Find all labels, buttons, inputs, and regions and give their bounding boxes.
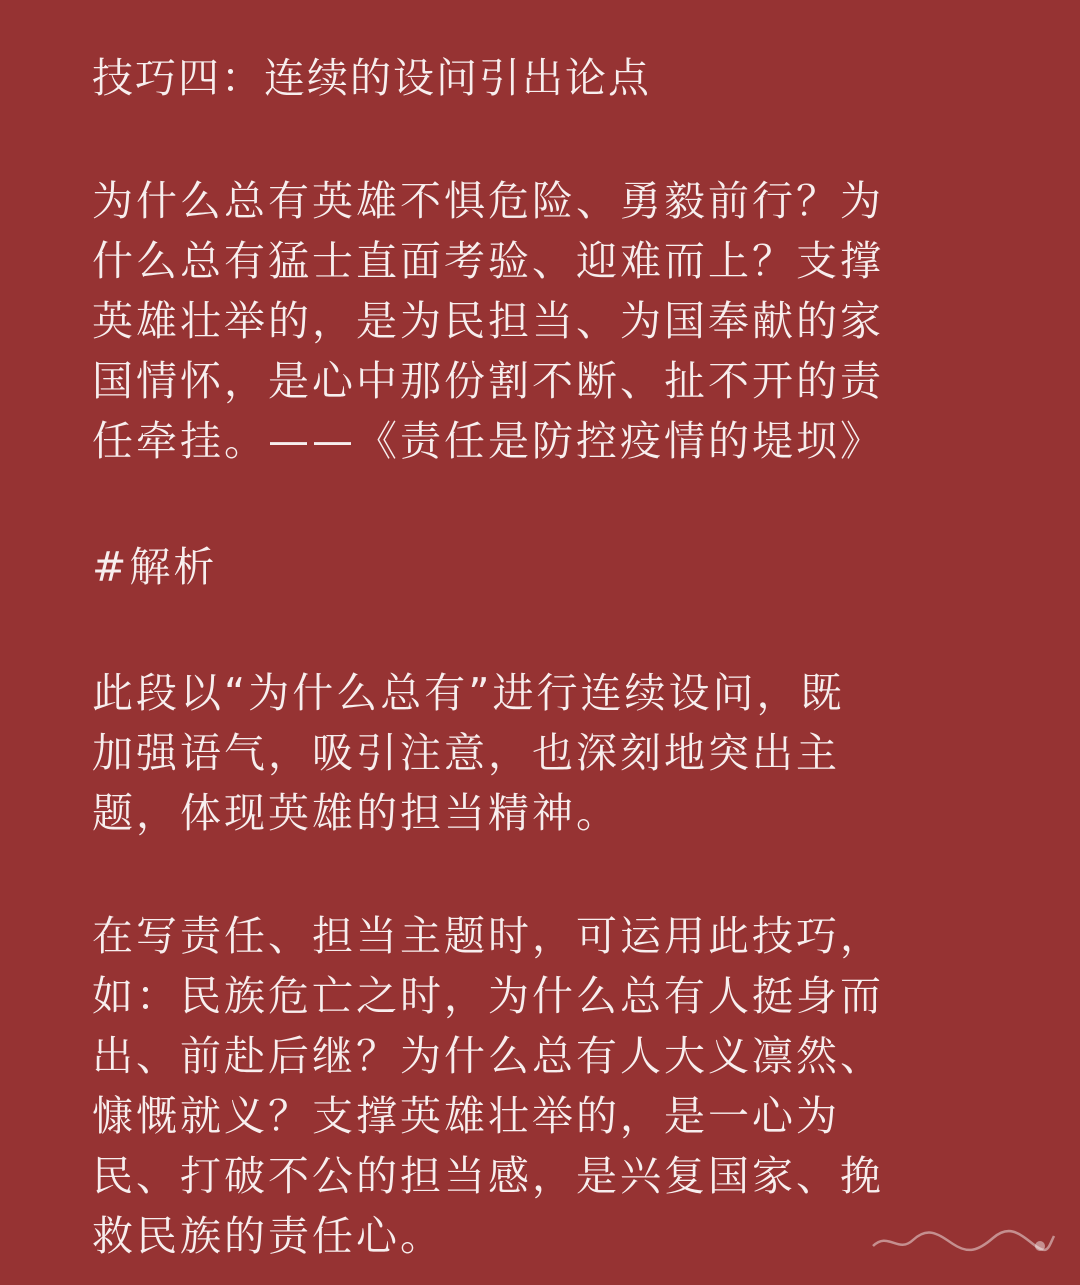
watermark-signature-icon: [868, 1226, 1058, 1256]
analysis-paragraph: [92, 663, 988, 843]
section-title: 技巧四：连续的设问引出论点: [92, 54, 651, 102]
paragraph-line: 如：民族危亡之时，为什么总有人挺身而: [92, 972, 884, 1020]
paragraph-line: 为什么总有英雄不惧危险、勇毅前行？为: [92, 177, 884, 225]
paragraph-line: 民、打破不公的担当感，是兴复国家、挽: [92, 1152, 884, 1200]
analysis-heading: #解析: [92, 543, 218, 591]
application-paragraph: [92, 906, 988, 1266]
example-paragraph: [92, 171, 988, 471]
paragraph-line: 题，体现英雄的担当精神。: [92, 789, 620, 837]
paragraph-line: 加强语气，吸引注意，也深刻地突出主: [92, 729, 840, 777]
paragraph-line: 慷慨就义？支撑英雄壮举的，是一心为: [92, 1092, 840, 1140]
paragraph-line: 此段以“为什么总有”进行连续设问，既: [92, 669, 845, 717]
watermark: [868, 1226, 1058, 1261]
paragraph-line: 英雄壮举的，是为民担当、为国奉献的家: [92, 297, 884, 345]
paragraph-line: 在写责任、担当主题时，可运用此技巧，: [92, 912, 884, 960]
paragraph-line: 出、前赴后继？为什么总有人大义凛然、: [92, 1032, 884, 1080]
paragraph-line: 任牵挂。——《责任是防控疫情的堤坝》: [92, 417, 884, 465]
paragraph-line: 国情怀，是心中那份割不断、扯不开的责: [92, 357, 884, 405]
paragraph-line: 救民族的责任心。: [92, 1212, 444, 1260]
paragraph-line: 什么总有猛士直面考验、迎难而上？支撑: [92, 237, 884, 285]
